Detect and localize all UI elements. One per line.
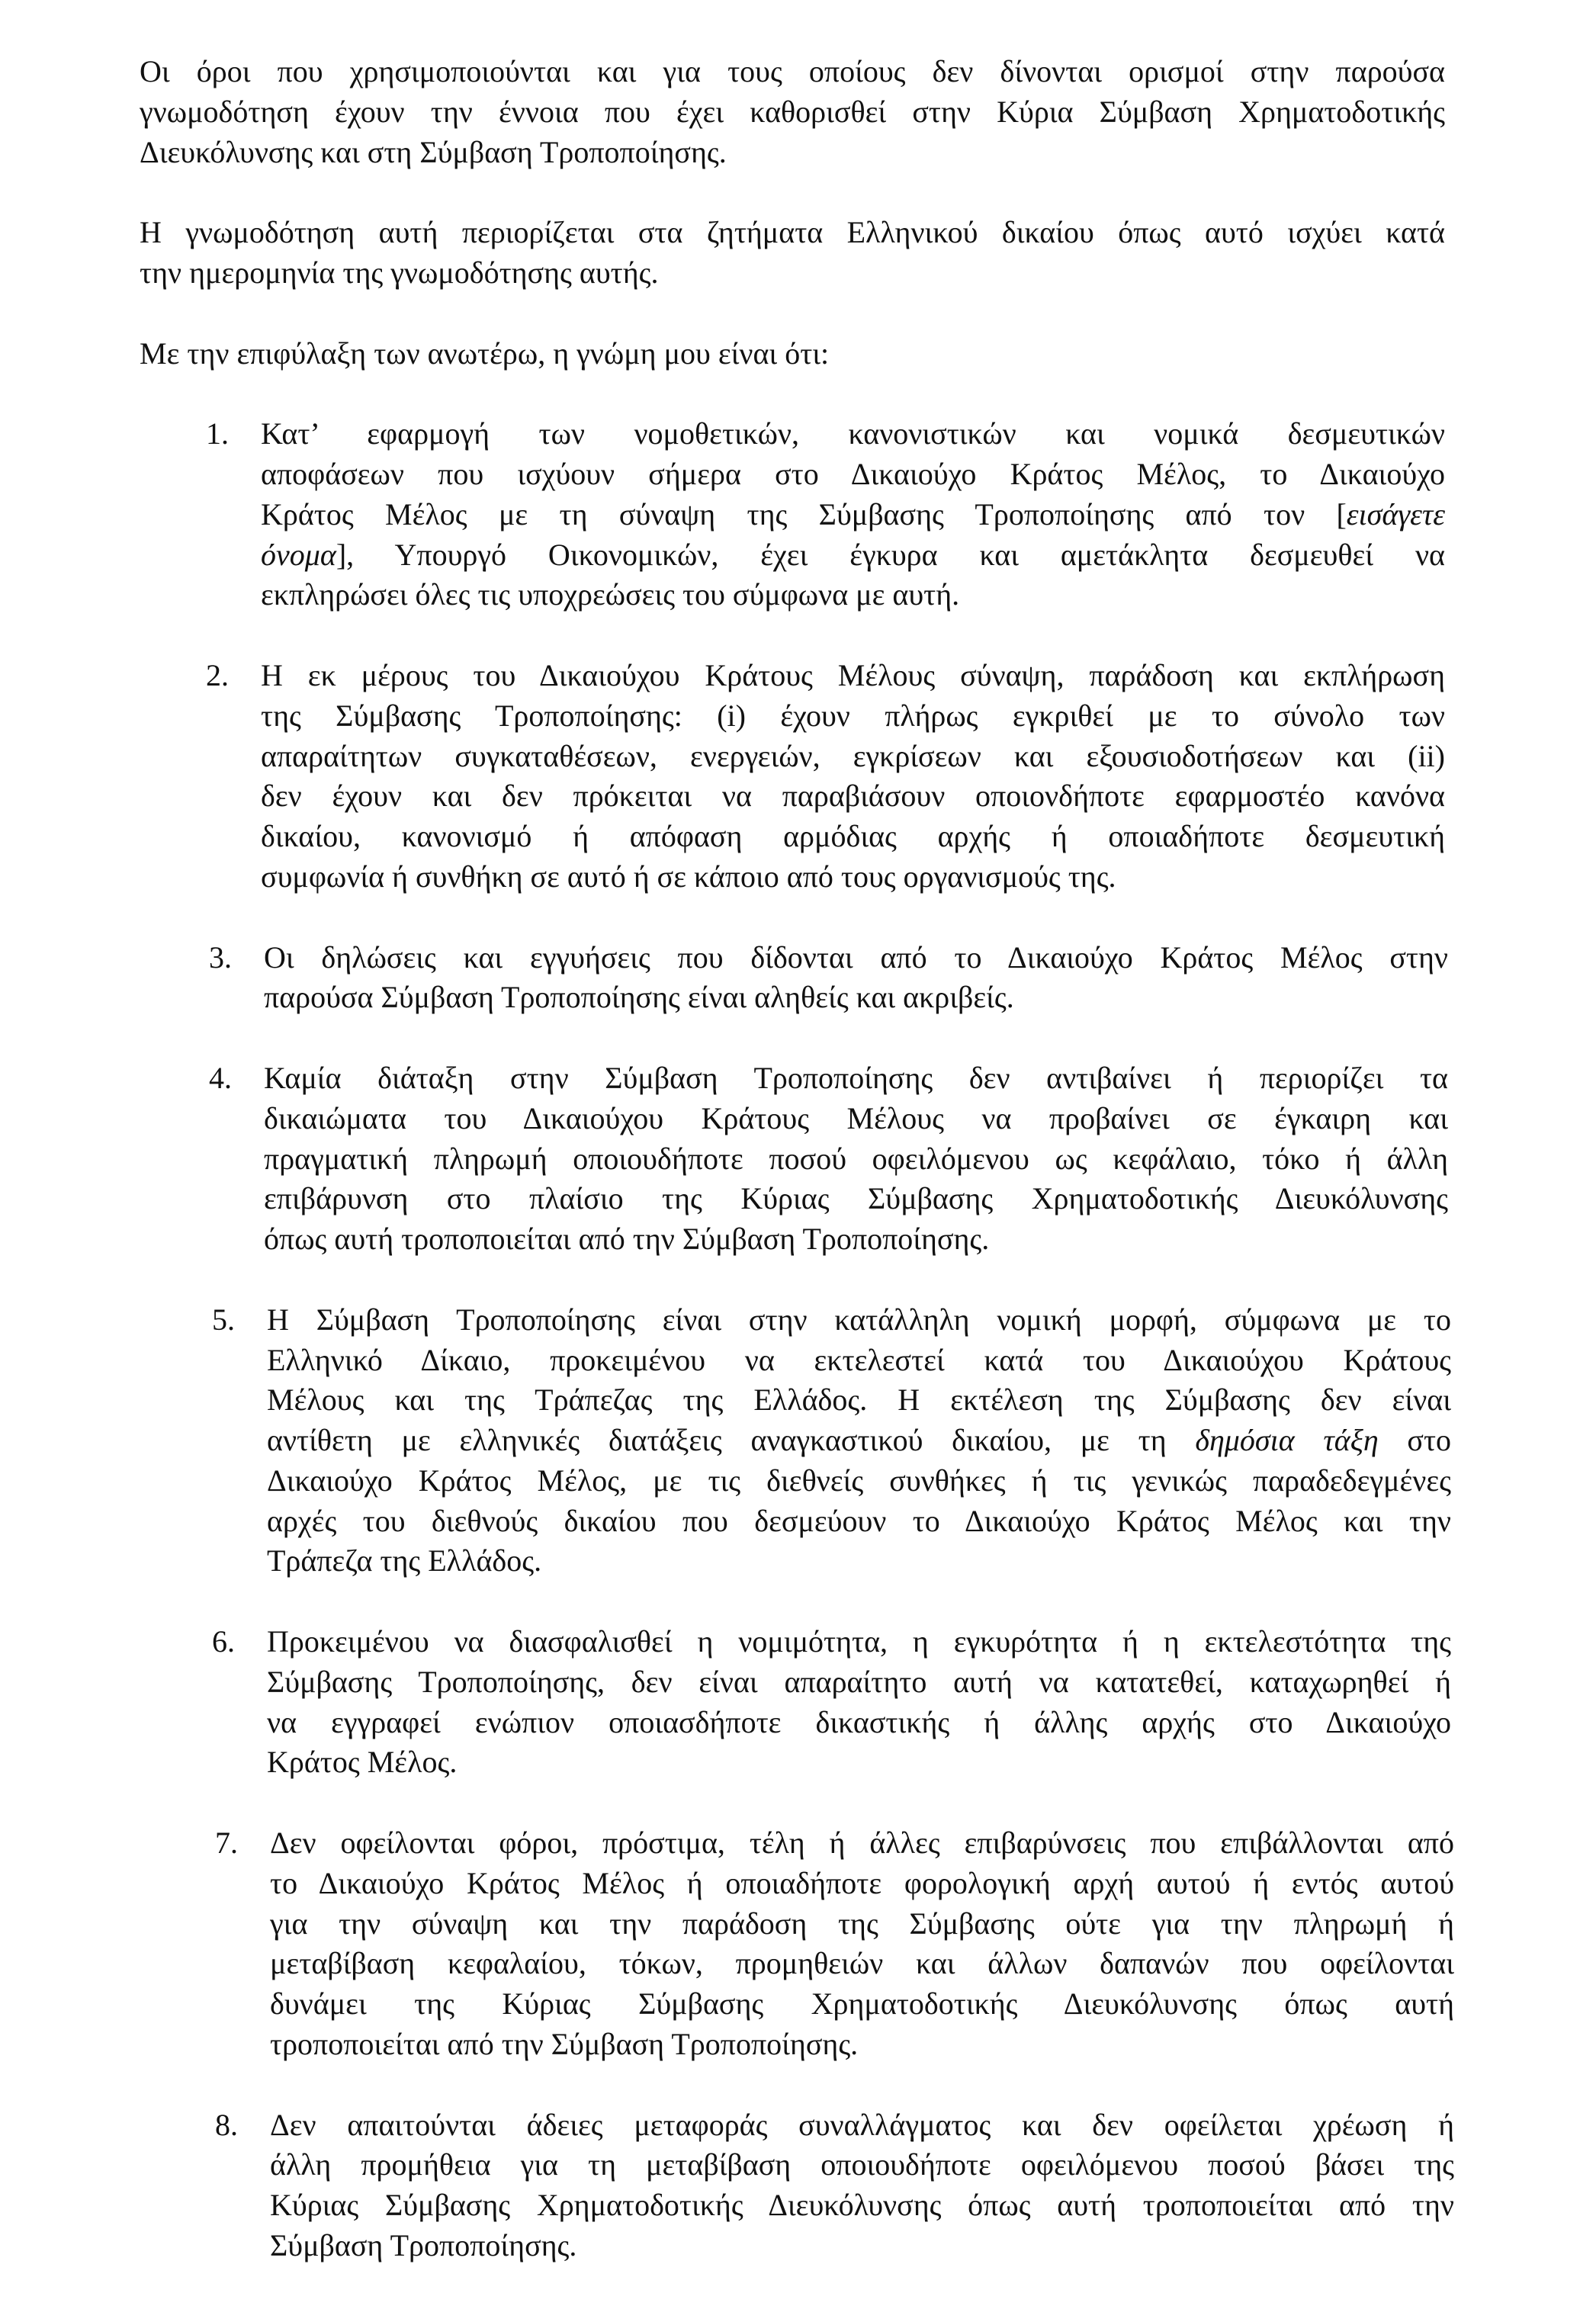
paragraph-spacer [140,172,1445,213]
intro-paragraph-opinion-lead [140,334,1445,374]
text-line: Κατ’ εφαρμογή των νομοθετικών, κανονιστικών και νομικά δεσμευτικών [261,416,1445,451]
item-number: 5. [212,1302,235,1337]
opinion-item-1 [140,414,1445,615]
text-line: τροποποιείται από την Σύμβαση Τροποποίησης. [270,2027,859,2062]
text-line: Σύμβαση Τροποποίησης. [270,2228,577,2263]
text-line: πραγματική πληρωμή οποιουδήποτε ποσού οφειλόμενου ως κεφάλαιο, τόκο ή άλλη [264,1141,1448,1176]
opinion-item-8 [149,2105,1454,2266]
text-segment: ], Υπουργό Οικονομικών, έχει έγκυρα και αμετάκλητα δεσμευθεί να [336,537,1445,572]
text-line: της Σύμβασης Τροποποίησης: (i) έχουν πλήρως εγκριθεί με το σύνολο των [261,698,1445,733]
item-number: 3. [209,939,232,975]
text-line: δικαίου, κανονισμό ή απόφαση αρμόδιας αρχής ή οποιαδήποτε δεσμευτική [261,819,1445,854]
opinion-item-7 [149,1823,1454,2065]
text-line [267,1421,1451,1461]
text-line: Δεν απαιτούνται άδειες μεταφοράς συναλλάγματος και δεν οφείλεται χρέωση ή [270,2107,1454,2142]
text-segment: Κράτος Μέλος με τη σύναψη της Σύμβασης Τροποποίησης από τον [ [261,496,1347,531]
text-line: Η εκ μέρους του Δικαιούχου Κράτους Μέλους σύναψη, παράδοση και εκπλήρωση [261,657,1445,692]
text-line: Ελληνικό Δίκαιο, προκειμένου να εκτελεστεί κατά του Δικαιούχου Κράτους [267,1342,1451,1377]
text-line: να εγγραφεί ενώπιον οποιασδήποτε δικαστικής ή άλλης αρχής στο Δικαιούχο [267,1704,1451,1739]
text-line [261,535,1445,576]
paragraph-spacer [140,1582,1445,1622]
paragraph-spacer [140,615,1445,656]
paragraph-spacer [140,2065,1445,2105]
text-line: Η γνωμοδότηση αυτή περιορίζεται στα ζητήματα Ελληνικού δικαίου όπως αυτό ισχύει κατά [140,215,1445,250]
text-line: Μέλους και της Τράπεζας της Ελλάδος. Η εκτέλεση της Σύμβασης δεν είναι [267,1383,1451,1418]
text-line: Οι όροι που χρησιμοποιούνται και για τους οποίους δεν δίνονται ορισμοί στην παρούσα [140,54,1445,88]
text-line: αποφάσεων που ισχύουν σήμερα στο Δικαιούχο Κράτος Μέλος, το Δικαιούχο [261,456,1445,491]
text-line: Η Σύμβαση Τροποποίησης είναι στην κατάλληλη νομική μορφή, σύμφωνα με το [267,1302,1451,1337]
italic-placeholder: εισάγετε [1346,496,1445,531]
paragraph-spacer [140,1260,1445,1300]
item-number: 4. [209,1060,232,1095]
text-line: παρούσα Σύμβαση Τροποποίησης είναι αληθείς και ακριβείς. [264,980,1014,1015]
opinion-item-2 [140,656,1445,898]
text-line: Οι δηλώσεις και εγγυήσεις που δίδονται από το Δικαιούχο Κράτος Μέλος στην [264,939,1448,975]
text-line: Διευκόλυνσης και στη Σύμβαση Τροποποίησης. [140,134,727,169]
opinion-item-4 [143,1058,1448,1260]
item-number: 7. [215,1826,238,1861]
item-number: 6. [212,1624,235,1659]
text-line: την ημερομηνία της γνωμοδότησης αυτής. [140,255,659,290]
opinion-item-3 [143,938,1448,1019]
text-line: άλλη προμήθεια για τη μεταβίβαση οποιουδήποτε οφειλόμενου ποσού βάσει της [270,2147,1454,2182]
text-segment: αντίθετη με ελληνικές διατάξεις αναγκαστικού δικαίου, με τη [267,1423,1196,1458]
opinion-item-6 [146,1622,1451,1783]
text-line: Σύμβασης Τροποποίησης, δεν είναι απαραίτητο αυτή να κατατεθεί, καταχωρηθεί ή [267,1664,1451,1699]
item-number: 2. [206,657,229,692]
text-line: δεν έχουν και δεν πρόκειται να παραβιάσουν οποιονδήποτε εφαρμοστέο κανόνα [261,779,1445,814]
paragraph-spacer [140,1018,1445,1058]
intro-paragraph-scope [140,213,1445,294]
italic-placeholder: όνομα [261,537,336,572]
text-line: Καμία διάταξη στην Σύμβαση Τροποποίησης δεν αντιβαίνει ή περιορίζει τα [264,1060,1448,1095]
text-line: συμφωνία ή συνθήκη σε αυτό ή σε κάποιο από τους οργανισμούς της. [261,859,1116,894]
text-line: Τράπεζα της Ελλάδος. [267,1543,542,1578]
text-line: Δικαιούχο Κράτος Μέλος, με τις διεθνείς συνθήκες ή τις γενικώς παραδεδεγμένες [267,1463,1451,1498]
text-line: για την σύναψη και την παράδοση της Σύμβασης ούτε για την πληρωμή ή [270,1906,1454,1941]
item-number: 8. [215,2107,238,2142]
intro-paragraph-definitions [140,52,1445,172]
text-line: δυνάμει της Κύριας Σύμβασης Χρηματοδοτικής Διευκόλυνσης όπως αυτή [270,1986,1454,2022]
text-line: Κράτος Μέλος. [267,1745,458,1780]
text-line [261,495,1445,535]
text-line: γνωμοδότηση έχουν την έννοια που έχει καθορισθεί στην Κύρια Σύμβαση Χρηματοδοτικής [140,94,1445,129]
text-line: επιβάρυνση στο πλαίσιο της Κύριας Σύμβασης Χρηματοδοτικής Διευκόλυνσης [264,1181,1448,1216]
opinion-item-5 [146,1300,1452,1582]
paragraph-spacer [140,1783,1445,1823]
text-line: όπως αυτή τροποποιείται από την Σύμβαση Τροποποίησης. [264,1222,990,1257]
text-line: το Δικαιούχο Κράτος Μέλος ή οποιαδήποτε φορολογική αρχή αυτού ή εντός αυτού [270,1865,1454,1900]
text-line: Δεν οφείλονται φόροι, πρόστιμα, τέλη ή άλλες επιβαρύνσεις που επιβάλλονται από [270,1826,1454,1861]
text-line: Προκειμένου να διασφαλισθεί η νομιμότητα, η εγκυρότητα ή η εκτελεστότητα της [267,1624,1451,1659]
text-line: μεταβίβαση κεφαλαίου, τόκων, προμηθειών και άλλων δαπανών που οφείλονται [270,1946,1454,1981]
text-line: αρχές του διεθνούς δικαίου που δεσμεύουν το Δικαιούχο Κράτος Μέλος και την [267,1503,1451,1538]
text-line: απαραίτητων συγκαταθέσεων, ενεργειών, εγκρίσεων και εξουσιοδοτήσεων και (ii) [261,738,1445,773]
text-line: Κύριας Σύμβασης Χρηματοδοτικής Διευκόλυνσης όπως αυτή τροποποιείται από την [270,2188,1454,2223]
paragraph-spacer [140,898,1445,938]
text-line: εκπληρώσει όλες τις υποχρεώσεις του σύμφωνα με αυτή. [261,577,960,612]
document-page [140,52,1454,2266]
italic-term: δημόσια τάξη [1195,1423,1379,1458]
text-line: Με την επιφύλαξη των ανωτέρω, η γνώμη μου είναι ότι: [140,336,830,371]
text-segment: στο [1378,1423,1452,1458]
paragraph-spacer [140,294,1445,334]
text-line: δικαιώματα του Δικαιούχου Κράτους Μέλους να προβαίνει σε έγκαιρη και [264,1100,1448,1135]
paragraph-spacer [140,374,1445,414]
item-number: 1. [206,416,229,451]
